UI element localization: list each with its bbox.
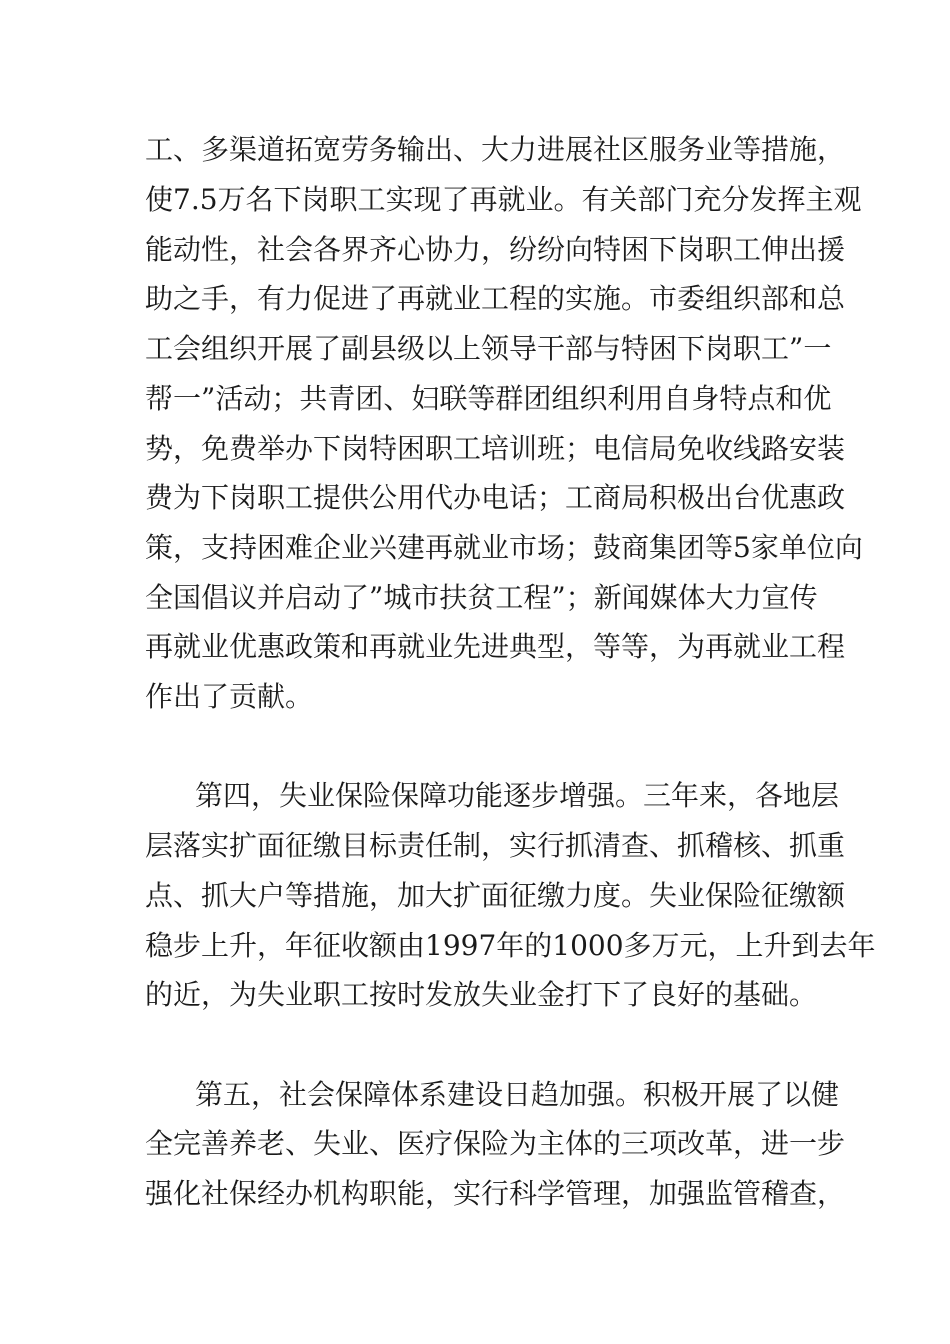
text-line: 策，支持困难企业兴建再就业市场；鼓商集团等5家单位向 (145, 531, 863, 564)
text-line: 工、多渠道拓宽劳务输出、大力进展社区服务业等措施， (145, 133, 846, 166)
text-line: 使7.5万名下岗职工实现了再就业。有关部门充分发挥主观 (145, 183, 862, 216)
text-line: 能动性，社会各界齐心协力，纷纷向特困下岗职工伸出援 (145, 233, 846, 266)
text-line: 点、抓大户等措施，加大扩面征缴力度。失业保险征缴额 (145, 879, 846, 912)
text-line: 帮一”活动；共青团、妇联等群团组织利用自身特点和优 (145, 382, 832, 415)
text-line: 助之手，有力促进了再就业工程的实施。市委组织部和总 (145, 282, 846, 315)
text-line: 稳步上升，年征收额由1997年的1000多万元，上升到去年 (145, 929, 876, 962)
text-line: 层落实扩面征缴目标责任制，实行抓清查、抓稽核、抓重 (145, 829, 846, 862)
text-line: 第四，失业保险保障功能逐步增强。三年来，各地层 (195, 779, 840, 812)
text-line: 作出了贡献。 (145, 680, 314, 713)
text-line: 的近，为失业职工按时发放失业金打下了良好的基础。 (145, 978, 818, 1011)
text-line: 全国倡议并启动了”城市扶贫工程”；新闻媒体大力宣传 (145, 581, 818, 614)
text-line: 费为下岗职工提供公用代办电话；工商局积极出台优惠政 (145, 481, 846, 514)
text-line: 强化社保经办机构职能，实行科学管理，加强监管稽查， (145, 1177, 846, 1210)
text-line: 全完善养老、失业、医疗保险为主体的三项改革，进一步 (145, 1127, 846, 1160)
text-line: 第五，社会保障体系建设日趋加强。积极开展了以健 (195, 1078, 840, 1111)
text-line: 势，免费举办下岗特困职工培训班；电信局免收线路安装 (145, 432, 846, 465)
text-line: 再就业优惠政策和再就业先进典型，等等，为再就业工程 (145, 630, 846, 663)
text-line: 工会组织开展了副县级以上领导干部与特困下岗职工”一 (145, 332, 832, 365)
